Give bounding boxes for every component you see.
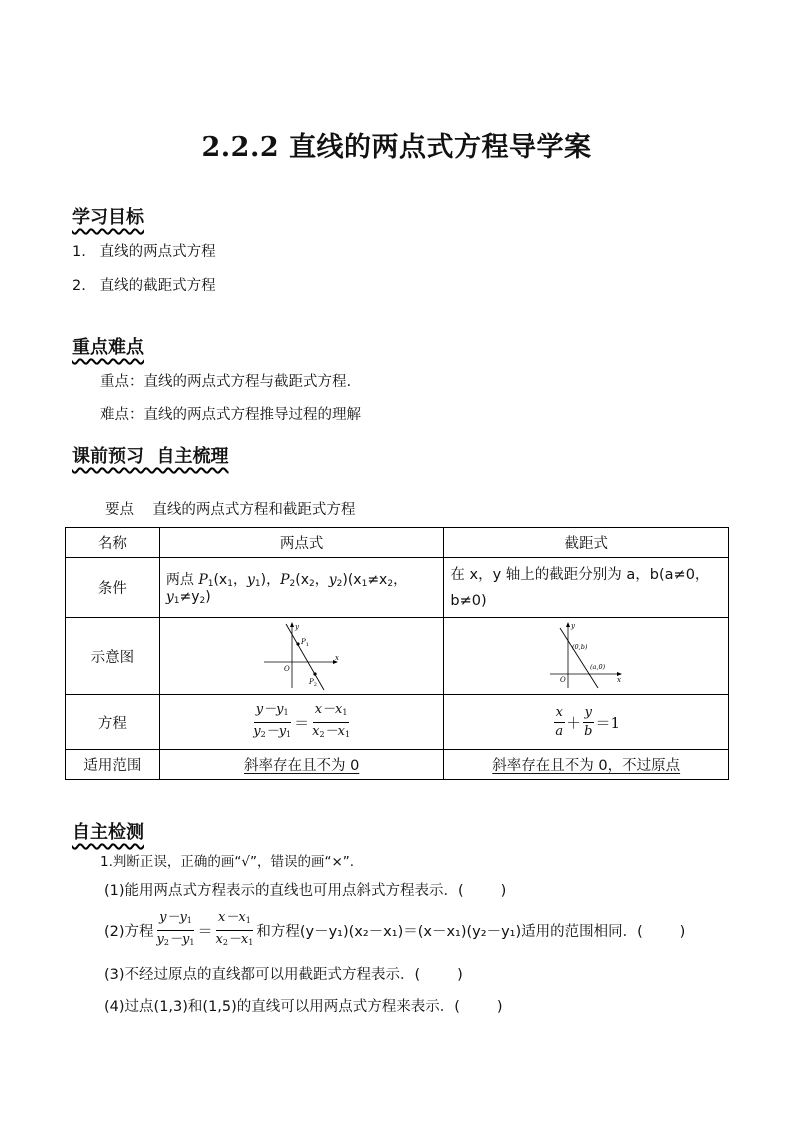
- equation-two-point: [159, 695, 444, 750]
- table-row-condition: [66, 558, 729, 618]
- table-row-range: [66, 750, 729, 780]
- condition-intercept-line-2: b≠0): [450, 592, 487, 609]
- two-point-p1-label: $P_1$: [300, 638, 309, 648]
- diagram-two-point-cell: [159, 618, 444, 695]
- question-1-prompt: 1.判断正误，正确的画“√”，错误的画“×”.: [100, 854, 355, 870]
- header-intercept: 截距式: [444, 528, 729, 558]
- intercept-diagram: [546, 620, 626, 692]
- statement-2: (2)方程 $\frac{y-y_1}{y_2-y_1}$ ＝ $\frac{x-x_1}{x_2-x_1}$ 和方程(y－y₁)(x₂－x₁)＝(x－x₁)(y₂－y₁)适用的范围相同．( ): [104, 910, 685, 951]
- statement-2-rhs-fraction: $\frac{x-x_1}{x_2-x_1}$: [215, 910, 254, 947]
- range-intercept: 斜率存在且不为 0，不过原点: [492, 758, 681, 774]
- diagram-intercept-cell: [444, 618, 729, 695]
- two-point-y-label: y: [294, 623, 299, 631]
- statement-2-lhs-fraction: $\frac{y-y_1}{y_2-y_1}$: [156, 910, 195, 947]
- header-two-point: 两点式: [159, 528, 444, 558]
- intercept-rhs: ＝1: [595, 713, 621, 732]
- equation-intercept: $\frac{x}{a}$ ＋ $\frac{y}{b}$ ＝1: [444, 695, 729, 750]
- intercept-origin-label: O: [560, 676, 566, 684]
- row-label-range: 适用范围: [66, 750, 160, 780]
- section-heading-key-points: 重点难点: [72, 337, 144, 358]
- intercept-y-label: y: [571, 622, 576, 630]
- key-point-text: 重点：直线的两点式方程与截距式方程.: [100, 374, 352, 390]
- section-heading-learning-goals: 学习目标: [72, 207, 144, 228]
- range-two-point: 斜率存在且不为 0: [243, 758, 360, 774]
- section-heading-self-check: 自主检测: [72, 822, 144, 843]
- difficulty-text: 难点：直线的两点式方程推导过程的理解: [100, 407, 361, 423]
- intercept-x-label: x: [617, 676, 622, 684]
- two-point-equals: ＝: [294, 713, 310, 732]
- intercept-a-point-label: (a,0): [590, 663, 606, 671]
- goal-item-1: 1. 直线的两点式方程: [72, 244, 216, 260]
- table-header-row: [66, 528, 729, 558]
- two-point-p2-label: $P_2$: [308, 678, 317, 688]
- intercept-x-fraction: $\frac{x}{a}$: [555, 704, 564, 739]
- condition-intercept-line-1: 在 x，y 轴上的截距分别为 a，b(a≠0，: [450, 566, 710, 583]
- row-label-equation: 方程: [66, 695, 160, 750]
- intercept-b-point-label: (0,b): [572, 643, 588, 651]
- goal-item-2: 2. 直线的截距式方程: [72, 278, 216, 294]
- two-point-lhs-fraction: $\frac{y-y_1}{y_2-y_1}$: [253, 701, 292, 739]
- section-heading-preview: 课前预习 自主梳理: [72, 446, 229, 467]
- intercept-y-fraction: $\frac{y}{b}$: [584, 704, 593, 739]
- two-point-origin-label: O: [283, 665, 290, 673]
- row-label-condition: 条件: [66, 558, 160, 618]
- table-row-diagram: [66, 618, 729, 695]
- condition-two-point: 两点 $P_1(x_1$，$y_1$)，$P_2(x_2$，$y_2)(x_1\ne x_2$，$y_1\ne y_2$): [159, 558, 444, 618]
- two-point-rhs-fraction: $\frac{x-x_1}{x_2-x_1}$: [312, 701, 351, 739]
- page-title: 2.2.2 直线的两点式方程导学案: [201, 132, 592, 163]
- summary-table: [65, 527, 729, 780]
- preview-subtitle: 要点 直线的两点式方程和截距式方程: [105, 502, 356, 518]
- two-point-diagram: [262, 620, 342, 692]
- range-two-point-cell: [159, 750, 444, 780]
- statement-1: (1)能用两点式方程表示的直线也可用点斜式方程表示．( ): [104, 883, 507, 899]
- statement-4: (4)过点(1,3)和(1,5)的直线可以用两点式方程来表示．( ): [104, 999, 503, 1015]
- header-name: 名称: [66, 528, 160, 558]
- statement-3: (3)不经过原点的直线都可以用截距式方程表示．( ): [104, 967, 463, 983]
- row-label-diagram: 示意图: [66, 618, 160, 695]
- condition-intercept: [444, 558, 729, 618]
- range-intercept-cell: [444, 750, 729, 780]
- table-row-equation: [66, 695, 729, 750]
- two-point-x-label: x: [334, 654, 339, 662]
